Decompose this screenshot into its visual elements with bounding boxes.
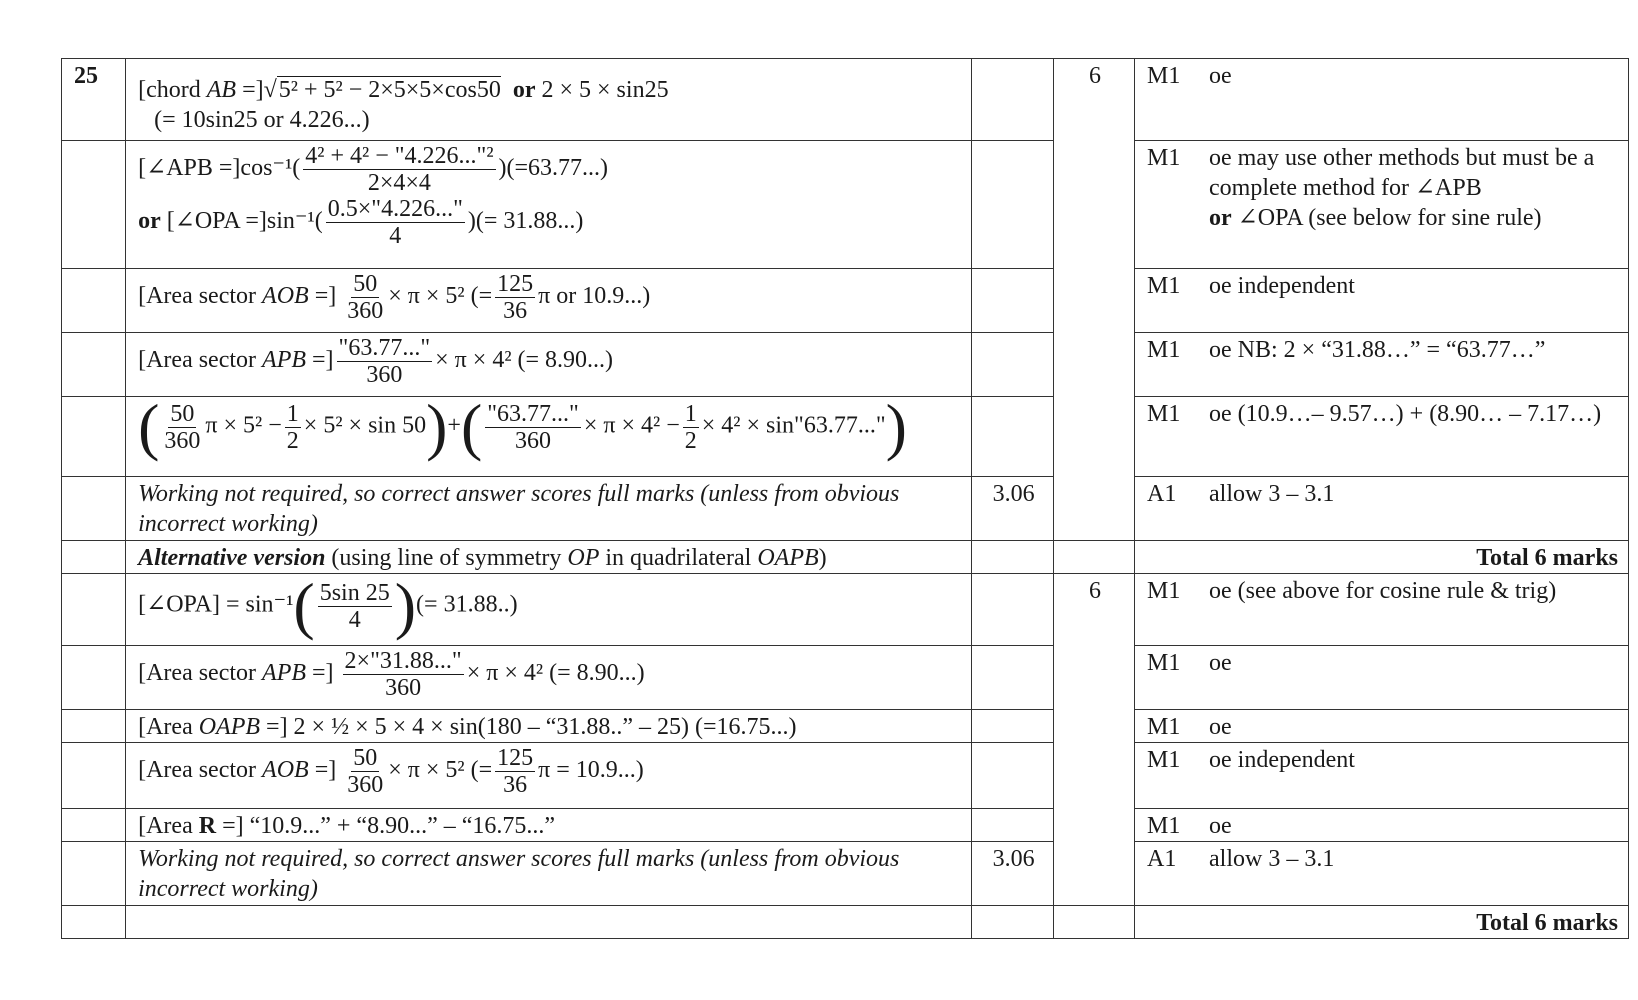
- mark-code: M1: [1147, 747, 1181, 773]
- working-cell: [Area sector AOB =] $\frac{50}{360}$ × π × 5² (= $\frac{125}{36}$ π = 10.9...): [126, 743, 972, 809]
- fraction: $\frac{50}{360}$: [347, 745, 384, 798]
- fraction: $\frac{2\times"31.88..."}{360}$: [344, 648, 462, 701]
- table-row: [62, 646, 1629, 710]
- working-cell: [Area R =] “10.9...” + “8.90...” – “16.75...”: [126, 809, 972, 842]
- table-row: [62, 574, 1629, 646]
- mark-code: M1: [1147, 273, 1181, 299]
- fraction: $\frac{50}{360}$: [164, 400, 201, 454]
- answer: 3.06: [972, 477, 1054, 541]
- notes-cell: M1 oe (see above for cosine rule & trig): [1135, 574, 1629, 646]
- fraction: $\frac{50}{360}$: [347, 271, 384, 324]
- mark-code: M1: [1147, 145, 1181, 171]
- mark-code: M1: [1147, 337, 1181, 363]
- fraction: $\frac{125}{36}$: [497, 745, 534, 798]
- table-row: [62, 477, 1629, 541]
- table-row: [62, 842, 1629, 906]
- working-cell: [Area sector APB =] $\frac{2\times"31.88..."}{360}$ × π × 4² (= 8.90...): [126, 646, 972, 710]
- total-marks: 6: [1054, 59, 1135, 141]
- working-cell: [∠APB =]cos⁻¹( $\frac{\text{4² + 4² − "4.226..."²}}{2\times 4\times 4}$ )(=63.77...) or [∠OPA =]sin⁻¹( $\frac{0.5\times"4.226..."}{4}$ )(= 31.88...): [126, 141, 972, 269]
- table-row: [62, 541, 1629, 574]
- notes-cell: M1 oe independent: [1135, 269, 1629, 333]
- notes-cell: M1 oe independent: [1135, 743, 1629, 809]
- working-cell: [chord AB =]√5² + 5² − 2×5×5×cos50 or 2 × 5 × sin25 (= 10sin25 or 4.226...): [126, 59, 972, 141]
- notes-cell: A1 allow 3 – 3.1: [1135, 842, 1629, 906]
- notes-cell: M1 oe (10.9…– 9.57…) + (8.90… – 7.17…): [1135, 397, 1629, 477]
- notes-cell: M1 oe may use other methods but must be a complete method for ∠APB or ∠OPA (see below for sine rule): [1135, 141, 1629, 269]
- table-row: [62, 141, 1629, 269]
- notes-cell: M1 oe NB: 2 × “31.88…” = “63.77…”: [1135, 333, 1629, 397]
- alternative-heading: Alternative version (using line of symmetry OP in quadrilateral OAPB): [126, 541, 972, 574]
- notes-cell: M1 oe: [1135, 710, 1629, 743]
- working-cell: [Area sector APB =] $\frac{"63.77..."}{360}$ × π × 4² (= 8.90...): [126, 333, 972, 397]
- table-row: [62, 906, 1629, 939]
- working-note: Working not required, so correct answer scores full marks (unless from obvious incorrect working): [126, 842, 972, 906]
- table-row: [62, 809, 1629, 842]
- mark-scheme-table: [61, 58, 1629, 939]
- working-cell: [Area OAPB =] 2 × ½ × 5 × 4 × sin(180 – “31.88..” – 25) (=16.75...): [126, 710, 972, 743]
- table-row: [62, 397, 1629, 477]
- working-cell: ( $\frac{50}{360}$ π × 5² − $\frac{1}{2}$ × 5² × sin 50)+( $\frac{"63.77..."}{360}$ × π × 4² − $\frac{1}{2}$ × 4² × sin"63.77..."): [126, 397, 972, 477]
- fraction: $\frac{1}{2}$: [684, 400, 697, 454]
- fraction: $\frac{5\sin 25}{4}$: [319, 579, 390, 633]
- total-marks-label: Total 6 marks: [1135, 541, 1629, 574]
- working-cell: [Area sector AOB =] $\frac{50}{360}$ × π × 5² (= $\frac{125}{36}$ π or 10.9...): [126, 269, 972, 333]
- notes-cell: M1 oe: [1135, 809, 1629, 842]
- fraction: $\frac{"63.77..."}{360}$: [487, 400, 579, 454]
- table-row: [62, 743, 1629, 809]
- mark-code: M1: [1147, 714, 1181, 740]
- working-note: Working not required, so correct answer scores full marks (unless from obvious incorrect working): [126, 477, 972, 541]
- notes-cell: A1 allow 3 – 3.1: [1135, 477, 1629, 541]
- working-cell: [∠OPA] = sin⁻¹( $\frac{5\sin 25}{4}$ )(= 31.88..): [126, 574, 972, 646]
- fraction: $\frac{0.5\times"4.226..."}{4}$: [327, 196, 463, 249]
- question-number: 25: [62, 59, 126, 141]
- mark-code: M1: [1147, 401, 1181, 427]
- notes-cell: M1 oe: [1135, 646, 1629, 710]
- fraction: $\frac{\text{4² + 4² − "4.226..."²}}{2\times 4\times 4}$: [305, 143, 494, 196]
- mark-code: M1: [1147, 650, 1181, 676]
- table-row: [62, 269, 1629, 333]
- table-row: [62, 59, 1629, 141]
- mark-code: A1: [1147, 481, 1177, 507]
- mark-code: M1: [1147, 63, 1181, 89]
- fraction: $\frac{125}{36}$: [497, 271, 534, 324]
- table-row: [62, 333, 1629, 397]
- table-row: [62, 710, 1629, 743]
- fraction: $\frac{1}{2}$: [286, 400, 299, 454]
- total-marks-label: Total 6 marks: [1135, 906, 1629, 939]
- mark-code: M1: [1147, 813, 1181, 839]
- notes-cell: M1 oe: [1135, 59, 1629, 141]
- mark-code: M1: [1147, 578, 1181, 604]
- total-marks: 6: [1054, 574, 1135, 646]
- answer: 3.06: [972, 842, 1054, 906]
- fraction: $\frac{"63.77..."}{360}$: [338, 335, 431, 388]
- mark-code: A1: [1147, 846, 1177, 872]
